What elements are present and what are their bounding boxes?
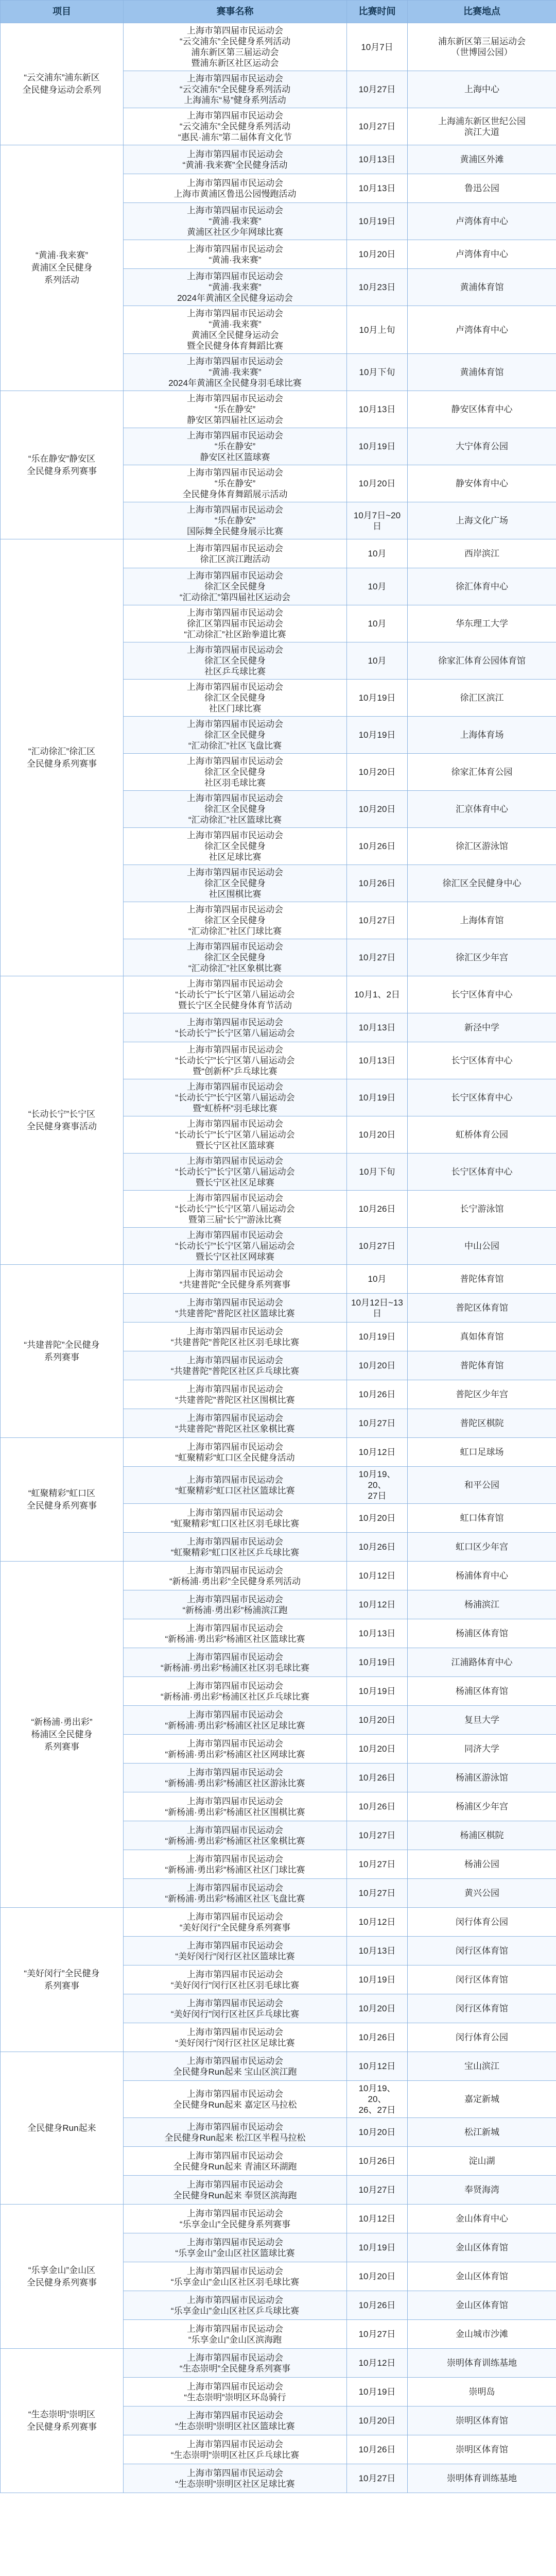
table-body <box>1 23 556 2493</box>
event-time-cell: 10月27日 <box>347 939 408 976</box>
event-name-cell: 上海市第四届市民运动会 “新杨浦·勇出彩”杨浦区社区飞盘比赛 <box>124 1879 347 1908</box>
event-time-cell: 10月20日 <box>347 1706 408 1735</box>
project-cell: “黄浦·我来赛” 黄浦区全民健身 系列活动 <box>1 145 124 391</box>
event-name-cell: 上海市第四届市民运动会 徐汇区全民健身 “汇动徐汇”社区门球比赛 <box>124 902 347 939</box>
event-name-cell: 上海市第四届市民运动会 “云交浦东”全民健身系列活动 “惠民·浦东”第二届体育文化节 <box>124 108 347 145</box>
table-row <box>1 2052 556 2081</box>
event-name-cell: 上海市第四届市民运动会 全民健身Run起来 青浦区环湖跑 <box>124 2147 347 2176</box>
event-name-cell: 上海市第四届市民运动会 “共建普陀”普陀区社区围棋比赛 <box>124 1380 347 1409</box>
event-location-cell: 长宁区体育中心 <box>408 1079 556 1116</box>
event-time-cell: 10月19日 <box>347 1677 408 1706</box>
event-location-cell: 金山体育中心 <box>408 2205 556 2233</box>
table-row <box>1 1908 556 1937</box>
column-header-event-time: 比赛时间 <box>347 1 408 23</box>
event-location-cell: 浦东新区第三届运动会 （世博园公园） <box>408 23 556 71</box>
event-location-cell: 静安区体育中心 <box>408 391 556 428</box>
event-name-cell: 上海市第四届市民运动会 “美好闵行”全民健身系列赛事 <box>124 1908 347 1937</box>
event-name-cell: 上海市第四届市民运动会 “长动长宁”长宁区第八届运动会 暨长宁区社区足球赛 <box>124 1154 347 1191</box>
event-location-cell: 长宁区体育中心 <box>408 1154 556 1191</box>
event-name-cell: 上海市第四届市民运动会 “新杨浦·勇出彩”全民健身系列活动 <box>124 1562 347 1590</box>
event-time-cell: 10月27日 <box>347 902 408 939</box>
event-location-cell: 闵行区体育馆 <box>408 1965 556 1994</box>
event-name-cell: 上海市第四届市民运动会 “生态崇明”全民健身系列赛事 <box>124 2349 347 2378</box>
event-time-cell: 10月 <box>347 1265 408 1294</box>
event-name-cell: 上海市第四届市民运动会 “黄浦·我来赛”全民健身活动 <box>124 145 347 174</box>
event-name-cell: 上海市第四届市民运动会 徐汇区全民健身 “汇动徐汇”第四届社区运动会 <box>124 568 347 605</box>
project-cell: “云交浦东”浦东新区 全民健身运动会系列 <box>1 23 124 145</box>
table-row <box>1 391 556 428</box>
event-location-cell: 徐家汇体育公园体育馆 <box>408 642 556 680</box>
table-row <box>1 2205 556 2233</box>
event-location-cell: 杨浦区少年宫 <box>408 1792 556 1821</box>
event-time-cell: 10月19、20、 26、27日 <box>347 2081 408 2118</box>
project-cell: “虹聚精彩”虹口区 全民健身系列赛事 <box>1 1438 124 1562</box>
event-location-cell: 宝山滨江 <box>408 2052 556 2081</box>
event-location-cell: 黄浦体育馆 <box>408 354 556 391</box>
event-name-cell: 上海市第四届市民运动会 “生态崇明”崇明区环岛骑行 <box>124 2378 347 2406</box>
event-time-cell: 10月13日 <box>347 145 408 174</box>
event-name-cell: 上海市第四届市民运动会 “云交浦东”全民健身系列活动 上海浦东“易”健身系列活动 <box>124 71 347 108</box>
event-time-cell: 10月19日 <box>347 2233 408 2262</box>
table-row <box>1 539 556 568</box>
column-header-event-name: 赛事名称 <box>124 1 347 23</box>
event-time-cell: 10月13日 <box>347 174 408 203</box>
event-location-cell: 静安体育中心 <box>408 465 556 502</box>
event-name-cell: 上海市第四届市民运动会 “共建普陀”普陀区社区象棋比赛 <box>124 1409 347 1438</box>
event-location-cell: 崇明区体育馆 <box>408 2435 556 2464</box>
table-row <box>1 145 556 174</box>
event-name-cell: 上海市第四届市民运动会 “生态崇明”崇明区社区乒乓球比赛 <box>124 2435 347 2464</box>
event-location-cell: 崇明体育训练基地 <box>408 2349 556 2378</box>
event-time-cell: 10月20日 <box>347 1504 408 1533</box>
event-location-cell: 金山区体育馆 <box>408 2233 556 2262</box>
event-location-cell: 黄浦体育馆 <box>408 269 556 306</box>
event-name-cell: 上海市第四届市民运动会 徐汇区全民健身 社区羽毛球比赛 <box>124 754 347 791</box>
event-time-cell: 10月27日 <box>347 1879 408 1908</box>
event-location-cell: 普陀体育馆 <box>408 1351 556 1380</box>
event-location-cell: 闵行区体育馆 <box>408 1994 556 2023</box>
event-name-cell: 上海市第四届市民运动会 徐汇区全民健身 社区乒乓球比赛 <box>124 642 347 680</box>
event-name-cell: 上海市第四届市民运动会 “新杨浦·勇出彩”杨浦区社区游泳比赛 <box>124 1764 347 1792</box>
event-location-cell: 西岸滨江 <box>408 539 556 568</box>
event-time-cell: 10月19日 <box>347 1323 408 1351</box>
event-name-cell: 上海市第四届市民运动会 徐汇区全民健身 “汇动徐汇”社区篮球比赛 <box>124 791 347 828</box>
table-row <box>1 2349 556 2378</box>
event-location-cell: 虹桥体育公园 <box>408 1116 556 1154</box>
project-cell: “新杨浦·勇出彩” 杨浦区全民健身 系列赛事 <box>1 1562 124 1908</box>
event-time-cell: 10月26日 <box>347 1764 408 1792</box>
event-time-cell: 10月13日 <box>347 391 408 428</box>
table-row <box>1 1438 556 1467</box>
event-time-cell: 10月19日 <box>347 1648 408 1677</box>
event-time-cell: 10月26日 <box>347 2147 408 2176</box>
event-time-cell: 10月7日~20日 <box>347 502 408 539</box>
event-time-cell: 10月20日 <box>347 1735 408 1764</box>
event-time-cell: 10月12日~13日 <box>347 1294 408 1323</box>
event-time-cell: 10月12日 <box>347 2052 408 2081</box>
event-name-cell: 上海市第四届市民运动会 全民健身Run起来 松江区半程马拉松 <box>124 2118 347 2147</box>
event-location-cell: 上海体育场 <box>408 717 556 754</box>
event-name-cell: 上海市第四届市民运动会 全民健身Run起来 嘉定区马拉松 <box>124 2081 347 2118</box>
event-location-cell: 卢湾体育中心 <box>408 306 556 354</box>
event-location-cell: 大宁体育公园 <box>408 428 556 465</box>
event-time-cell: 10月19日 <box>347 2378 408 2406</box>
event-location-cell: 淀山湖 <box>408 2147 556 2176</box>
event-location-cell: 杨浦区游泳馆 <box>408 1764 556 1792</box>
event-location-cell: 奉贤海湾 <box>408 2176 556 2205</box>
event-location-cell: 虹口足球场 <box>408 1438 556 1467</box>
event-location-cell: 复旦大学 <box>408 1706 556 1735</box>
event-time-cell: 10月27日 <box>347 108 408 145</box>
project-cell: “共建普陀”全民健身 系列赛事 <box>1 1265 124 1438</box>
event-name-cell: 上海市第四届市民运动会 全民健身Run起来 宝山区滨江跑 <box>124 2052 347 2081</box>
project-cell: “汇动徐汇”徐汇区 全民健身系列赛事 <box>1 539 124 976</box>
event-location-cell: 黄浦区外滩 <box>408 145 556 174</box>
event-name-cell: 上海市第四届市民运动会 “新杨浦·勇出彩”杨浦区社区象棋比赛 <box>124 1821 347 1850</box>
event-time-cell: 10月20日 <box>347 791 408 828</box>
event-location-cell: 普陀体育馆 <box>408 1265 556 1294</box>
event-location-cell: 崇明区体育馆 <box>408 2406 556 2435</box>
event-time-cell: 10月26日 <box>347 1533 408 1562</box>
event-time-cell: 10月27日 <box>347 1228 408 1265</box>
event-name-cell: 上海市第四届市民运动会 上海市黄浦区鲁迅公园慢跑活动 <box>124 174 347 203</box>
event-time-cell: 10月7日 <box>347 23 408 71</box>
table-row <box>1 1562 556 1590</box>
event-time-cell: 10月20日 <box>347 2262 408 2291</box>
event-name-cell: 上海市第四届市民运动会 “黄浦·我来赛” 2024年黄浦区全民健身羽毛球比赛 <box>124 354 347 391</box>
event-location-cell: 金山区体育馆 <box>408 2262 556 2291</box>
event-name-cell: 上海市第四届市民运动会 “美好闵行”闵行区社区乒乓球比赛 <box>124 1994 347 2023</box>
event-name-cell: 上海市第四届市民运动会 “乐在静安” 静安区第四届社区运动会 <box>124 391 347 428</box>
table-row <box>1 976 556 1013</box>
event-location-cell: 徐汇区全民健身中心 <box>408 865 556 902</box>
event-time-cell: 10月26日 <box>347 2291 408 2320</box>
event-location-cell: 杨浦区体育馆 <box>408 1619 556 1648</box>
event-time-cell: 10月27日 <box>347 1409 408 1438</box>
event-time-cell: 10月12日 <box>347 1590 408 1619</box>
event-location-cell: 杨浦体育中心 <box>408 1562 556 1590</box>
event-location-cell: 闵行体育公园 <box>408 2023 556 2052</box>
event-name-cell: 上海市第四届市民运动会 “黄浦·我来赛” 2024年黄浦区全民健身运动会 <box>124 269 347 306</box>
event-location-cell: 徐汇区少年宫 <box>408 939 556 976</box>
event-location-cell: 松江新城 <box>408 2118 556 2147</box>
event-time-cell: 10月1、2日 <box>347 976 408 1013</box>
event-time-cell: 10月26日 <box>347 1792 408 1821</box>
event-name-cell: 上海市第四届市民运动会 “共建普陀”全民健身系列赛事 <box>124 1265 347 1294</box>
event-name-cell: 上海市第四届市民运动会 “美好闵行”闵行区社区足球比赛 <box>124 2023 347 2052</box>
event-name-cell: 上海市第四届市民运动会 “黄浦·我来赛” 黄浦区全民健身运动会 暨全民健身体育舞蹈比赛 <box>124 306 347 354</box>
event-name-cell: 上海市第四届市民运动会 “乐享金山”金山区社区篮球比赛 <box>124 2233 347 2262</box>
event-name-cell: 上海市第四届市民运动会 “长动长宁”长宁区第八届运动会 暨“创新杯”乒乓球比赛 <box>124 1042 347 1079</box>
event-name-cell: 上海市第四届市民运动会 “长动长宁”长宁区第八届运动会 <box>124 1013 347 1042</box>
event-location-cell: 闵行体育公园 <box>408 1908 556 1937</box>
event-location-cell: 虹口体育馆 <box>408 1504 556 1533</box>
event-location-cell: 普陀区棋院 <box>408 1409 556 1438</box>
event-name-cell: 上海市第四届市民运动会 “乐享金山”全民健身系列赛事 <box>124 2205 347 2233</box>
event-name-cell: 上海市第四届市民运动会 “黄浦·我来赛” 黄浦区社区少年网球比赛 <box>124 203 347 240</box>
event-time-cell: 10月19日 <box>347 680 408 717</box>
event-name-cell: 上海市第四届市民运动会 “新杨浦·勇出彩”杨浦区社区足球比赛 <box>124 1706 347 1735</box>
event-location-cell: 崇明岛 <box>408 2378 556 2406</box>
event-time-cell: 10月27日 <box>347 1821 408 1850</box>
event-name-cell: 上海市第四届市民运动会 “黄浦·我来赛” <box>124 240 347 269</box>
event-name-cell: 上海市第四届市民运动会 徐汇区滨江跑活动 <box>124 539 347 568</box>
event-name-cell: 上海市第四届市民运动会 “虹聚精彩”虹口区全民健身活动 <box>124 1438 347 1467</box>
event-location-cell: 长宁游泳馆 <box>408 1191 556 1228</box>
event-name-cell: 上海市第四届市民运动会 徐汇区全民健身 社区足球比赛 <box>124 828 347 865</box>
event-name-cell: 上海市第四届市民运动会 “美好闵行”闵行区社区篮球比赛 <box>124 1937 347 1965</box>
event-time-cell: 10月20日 <box>347 754 408 791</box>
project-cell: “乐享金山”金山区 全民健身系列赛事 <box>1 2205 124 2349</box>
event-time-cell: 10月下旬 <box>347 354 408 391</box>
event-name-cell: 上海市第四届市民运动会 “长动长宁”长宁区第八届运动会 暨长宁区社区网球赛 <box>124 1228 347 1265</box>
event-time-cell: 10月20日 <box>347 1994 408 2023</box>
event-name-cell: 上海市第四届市民运动会 “新杨浦·勇出彩”杨浦区社区门球比赛 <box>124 1850 347 1879</box>
event-name-cell: 上海市第四届市民运动会 “虹聚精彩”虹口区社区篮球比赛 <box>124 1467 347 1504</box>
event-time-cell: 10月19日 <box>347 1965 408 1994</box>
event-location-cell: 杨浦区体育馆 <box>408 1677 556 1706</box>
event-time-cell: 10月27日 <box>347 1850 408 1879</box>
event-time-cell: 10月20日 <box>347 465 408 502</box>
event-time-cell: 10月 <box>347 605 408 642</box>
event-location-cell: 崇明体育训练基地 <box>408 2464 556 2493</box>
event-time-cell: 10月下旬 <box>347 1154 408 1191</box>
event-name-cell: 上海市第四届市民运动会 “新杨浦·勇出彩”杨浦区社区篮球比赛 <box>124 1619 347 1648</box>
event-time-cell: 10月27日 <box>347 2464 408 2493</box>
event-name-cell: 上海市第四届市民运动会 徐汇区全民健身 “汇动徐汇”社区象棋比赛 <box>124 939 347 976</box>
event-name-cell: 上海市第四届市民运动会 徐汇区全民健身 社区门球比赛 <box>124 680 347 717</box>
event-name-cell: 上海市第四届市民运动会 “新杨浦·勇出彩”杨浦滨江跑 <box>124 1590 347 1619</box>
event-location-cell: 上海文化广场 <box>408 502 556 539</box>
event-name-cell: 上海市第四届市民运动会 “新杨浦·勇出彩”杨浦区社区网球比赛 <box>124 1735 347 1764</box>
event-location-cell: 长宁区体育中心 <box>408 976 556 1013</box>
event-time-cell: 10月19日 <box>347 203 408 240</box>
event-location-cell: 普陀区少年宫 <box>408 1380 556 1409</box>
event-time-cell: 10月19、20、 27日 <box>347 1467 408 1504</box>
event-time-cell: 10月12日 <box>347 1908 408 1937</box>
event-location-cell: 徐汇区游泳馆 <box>408 828 556 865</box>
event-name-cell: 上海市第四届市民运动会 “乐享金山”金山区滨海跑 <box>124 2320 347 2349</box>
event-time-cell: 10月20日 <box>347 1351 408 1380</box>
event-time-cell: 10月26日 <box>347 2435 408 2464</box>
project-cell: “生态崇明”崇明区 全民健身系列赛事 <box>1 2349 124 2493</box>
event-name-cell: 上海市第四届市民运动会 “虹聚精彩”虹口区社区羽毛球比赛 <box>124 1504 347 1533</box>
event-time-cell: 10月13日 <box>347 1937 408 1965</box>
event-location-cell: 金山城市沙滩 <box>408 2320 556 2349</box>
event-name-cell: 上海市第四届市民运动会 全民健身Run起来 奉贤区滨海跑 <box>124 2176 347 2205</box>
event-time-cell: 10月13日 <box>347 1042 408 1079</box>
event-name-cell: 上海市第四届市民运动会 “乐享金山”金山区社区乒乓球比赛 <box>124 2291 347 2320</box>
project-cell: “美好闵行”全民健身 系列赛事 <box>1 1908 124 2052</box>
event-name-cell: 上海市第四届市民运动会 “新杨浦·勇出彩”杨浦区社区围棋比赛 <box>124 1792 347 1821</box>
event-time-cell: 10月12日 <box>347 1438 408 1467</box>
event-time-cell: 10月13日 <box>347 1619 408 1648</box>
event-name-cell: 上海市第四届市民运动会 徐汇区全民健身 “汇动徐汇”社区飞盘比赛 <box>124 717 347 754</box>
event-location-cell: 上海浦东新区世纪公园 滨江大道 <box>408 108 556 145</box>
event-location-cell: 上海体育馆 <box>408 902 556 939</box>
event-location-cell: 同济大学 <box>408 1735 556 1764</box>
event-location-cell: 中山公园 <box>408 1228 556 1265</box>
event-name-cell: 上海市第四届市民运动会 “云交浦东”全民健身系列活动 浦东新区第三届运动会 暨浦东新区社区运动会 <box>124 23 347 71</box>
event-name-cell: 上海市第四届市民运动会 “新杨浦·勇出彩”杨浦区社区乒乓球比赛 <box>124 1677 347 1706</box>
event-location-cell: 金山区体育馆 <box>408 2291 556 2320</box>
event-name-cell: 上海市第四届市民运动会 “虹聚精彩”虹口区社区乒乓球比赛 <box>124 1533 347 1562</box>
event-time-cell: 10月27日 <box>347 71 408 108</box>
event-name-cell: 上海市第四届市民运动会 徐汇区全民健身 社区围棋比赛 <box>124 865 347 902</box>
event-location-cell: 新泾中学 <box>408 1013 556 1042</box>
event-location-cell: 徐汇区滨江 <box>408 680 556 717</box>
event-time-cell: 10月12日 <box>347 2349 408 2378</box>
project-cell: 全民健身Run起来 <box>1 2052 124 2205</box>
event-location-cell: 徐家汇体育公园 <box>408 754 556 791</box>
event-time-cell: 10月 <box>347 539 408 568</box>
event-name-cell: 上海市第四届市民运动会 徐汇区第四届市民运动会 “汇动徐汇”社区跆拳道比赛 <box>124 605 347 642</box>
event-time-cell: 10月27日 <box>347 2176 408 2205</box>
event-location-cell: 长宁区体育中心 <box>408 1042 556 1079</box>
event-time-cell: 10月26日 <box>347 2023 408 2052</box>
event-name-cell: 上海市第四届市民运动会 “生态崇明”崇明区社区篮球比赛 <box>124 2406 347 2435</box>
event-location-cell: 鲁迅公园 <box>408 174 556 203</box>
event-location-cell: 汇京体育中心 <box>408 791 556 828</box>
event-name-cell: 上海市第四届市民运动会 “共建普陀”普陀区社区羽毛球比赛 <box>124 1323 347 1351</box>
event-name-cell: 上海市第四届市民运动会 “长动长宁”长宁区第八届运动会 暨长宁区全民健身体育节活动 <box>124 976 347 1013</box>
event-name-cell: 上海市第四届市民运动会 “长动长宁”长宁区第八届运动会 暨“虹桥杯”羽毛球比赛 <box>124 1079 347 1116</box>
event-name-cell: 上海市第四届市民运动会 “新杨浦·勇出彩”杨浦区社区羽毛球比赛 <box>124 1648 347 1677</box>
event-location-cell: 上海中心 <box>408 71 556 108</box>
column-header-event-location: 比赛地点 <box>408 1 556 23</box>
project-cell: “长动长宁”长宁区 全民健身赛事活动 <box>1 976 124 1265</box>
event-location-cell: 普陀区体育馆 <box>408 1294 556 1323</box>
table-row <box>1 1265 556 1294</box>
table-header-row <box>1 1 556 23</box>
event-time-cell: 10月19日 <box>347 428 408 465</box>
event-location-cell: 真如体育馆 <box>408 1323 556 1351</box>
event-location-cell: 徐汇体育中心 <box>408 568 556 605</box>
event-time-cell: 10月27日 <box>347 2320 408 2349</box>
event-location-cell: 黄兴公园 <box>408 1879 556 1908</box>
project-cell: “乐在静安”静安区 全民健身系列赛事 <box>1 391 124 539</box>
event-time-cell: 10月20日 <box>347 2118 408 2147</box>
event-time-cell: 10月上旬 <box>347 306 408 354</box>
event-name-cell: 上海市第四届市民运动会 “长动长宁”长宁区第八届运动会 暨长宁区社区篮球赛 <box>124 1116 347 1154</box>
event-time-cell: 10月20日 <box>347 240 408 269</box>
event-time-cell: 10月19日 <box>347 717 408 754</box>
event-time-cell: 10月12日 <box>347 2205 408 2233</box>
event-name-cell: 上海市第四届市民运动会 “乐在静安” 全民健身体育舞蹈展示活动 <box>124 465 347 502</box>
event-location-cell: 闵行区体育馆 <box>408 1937 556 1965</box>
event-name-cell: 上海市第四届市民运动会 “共建普陀”普陀区社区篮球比赛 <box>124 1294 347 1323</box>
event-name-cell: 上海市第四届市民运动会 “长动长宁”长宁区第八届运动会 暨第三届“长宁”游泳比赛 <box>124 1191 347 1228</box>
event-location-cell: 杨浦区棋院 <box>408 1821 556 1850</box>
event-name-cell: 上海市第四届市民运动会 “共建普陀”普陀区社区乒乓球比赛 <box>124 1351 347 1380</box>
event-time-cell: 10月23日 <box>347 269 408 306</box>
event-time-cell: 10月26日 <box>347 1191 408 1228</box>
event-location-cell: 卢湾体育中心 <box>408 240 556 269</box>
event-name-cell: 上海市第四届市民运动会 “乐在静安” 国际舞全民健身展示比赛 <box>124 502 347 539</box>
event-location-cell: 华东理工大学 <box>408 605 556 642</box>
event-location-cell: 嘉定新城 <box>408 2081 556 2118</box>
event-location-cell: 和平公园 <box>408 1467 556 1504</box>
event-time-cell: 10月26日 <box>347 1380 408 1409</box>
event-name-cell: 上海市第四届市民运动会 “美好闵行”闵行区社区羽毛球比赛 <box>124 1965 347 1994</box>
event-name-cell: 上海市第四届市民运动会 “乐在静安” 静安区社区篮球赛 <box>124 428 347 465</box>
table-row <box>1 23 556 71</box>
event-time-cell: 10月13日 <box>347 1013 408 1042</box>
event-name-cell: 上海市第四届市民运动会 “乐享金山”金山区社区羽毛球比赛 <box>124 2262 347 2291</box>
event-time-cell: 10月20日 <box>347 2406 408 2435</box>
event-name-cell: 上海市第四届市民运动会 “生态崇明”崇明区社区足球比赛 <box>124 2464 347 2493</box>
event-time-cell: 10月 <box>347 642 408 680</box>
event-time-cell: 10月26日 <box>347 865 408 902</box>
event-time-cell: 10月20日 <box>347 1116 408 1154</box>
event-location-cell: 杨浦公园 <box>408 1850 556 1879</box>
event-location-cell: 杨浦滨江 <box>408 1590 556 1619</box>
event-time-cell: 10月12日 <box>347 1562 408 1590</box>
event-location-cell: 虹口区少年宫 <box>408 1533 556 1562</box>
column-header-project: 项目 <box>1 1 124 23</box>
event-location-cell: 卢湾体育中心 <box>408 203 556 240</box>
event-location-cell: 江浦路体育中心 <box>408 1648 556 1677</box>
event-time-cell: 10月26日 <box>347 828 408 865</box>
event-time-cell: 10月 <box>347 568 408 605</box>
event-time-cell: 10月19日 <box>347 1079 408 1116</box>
